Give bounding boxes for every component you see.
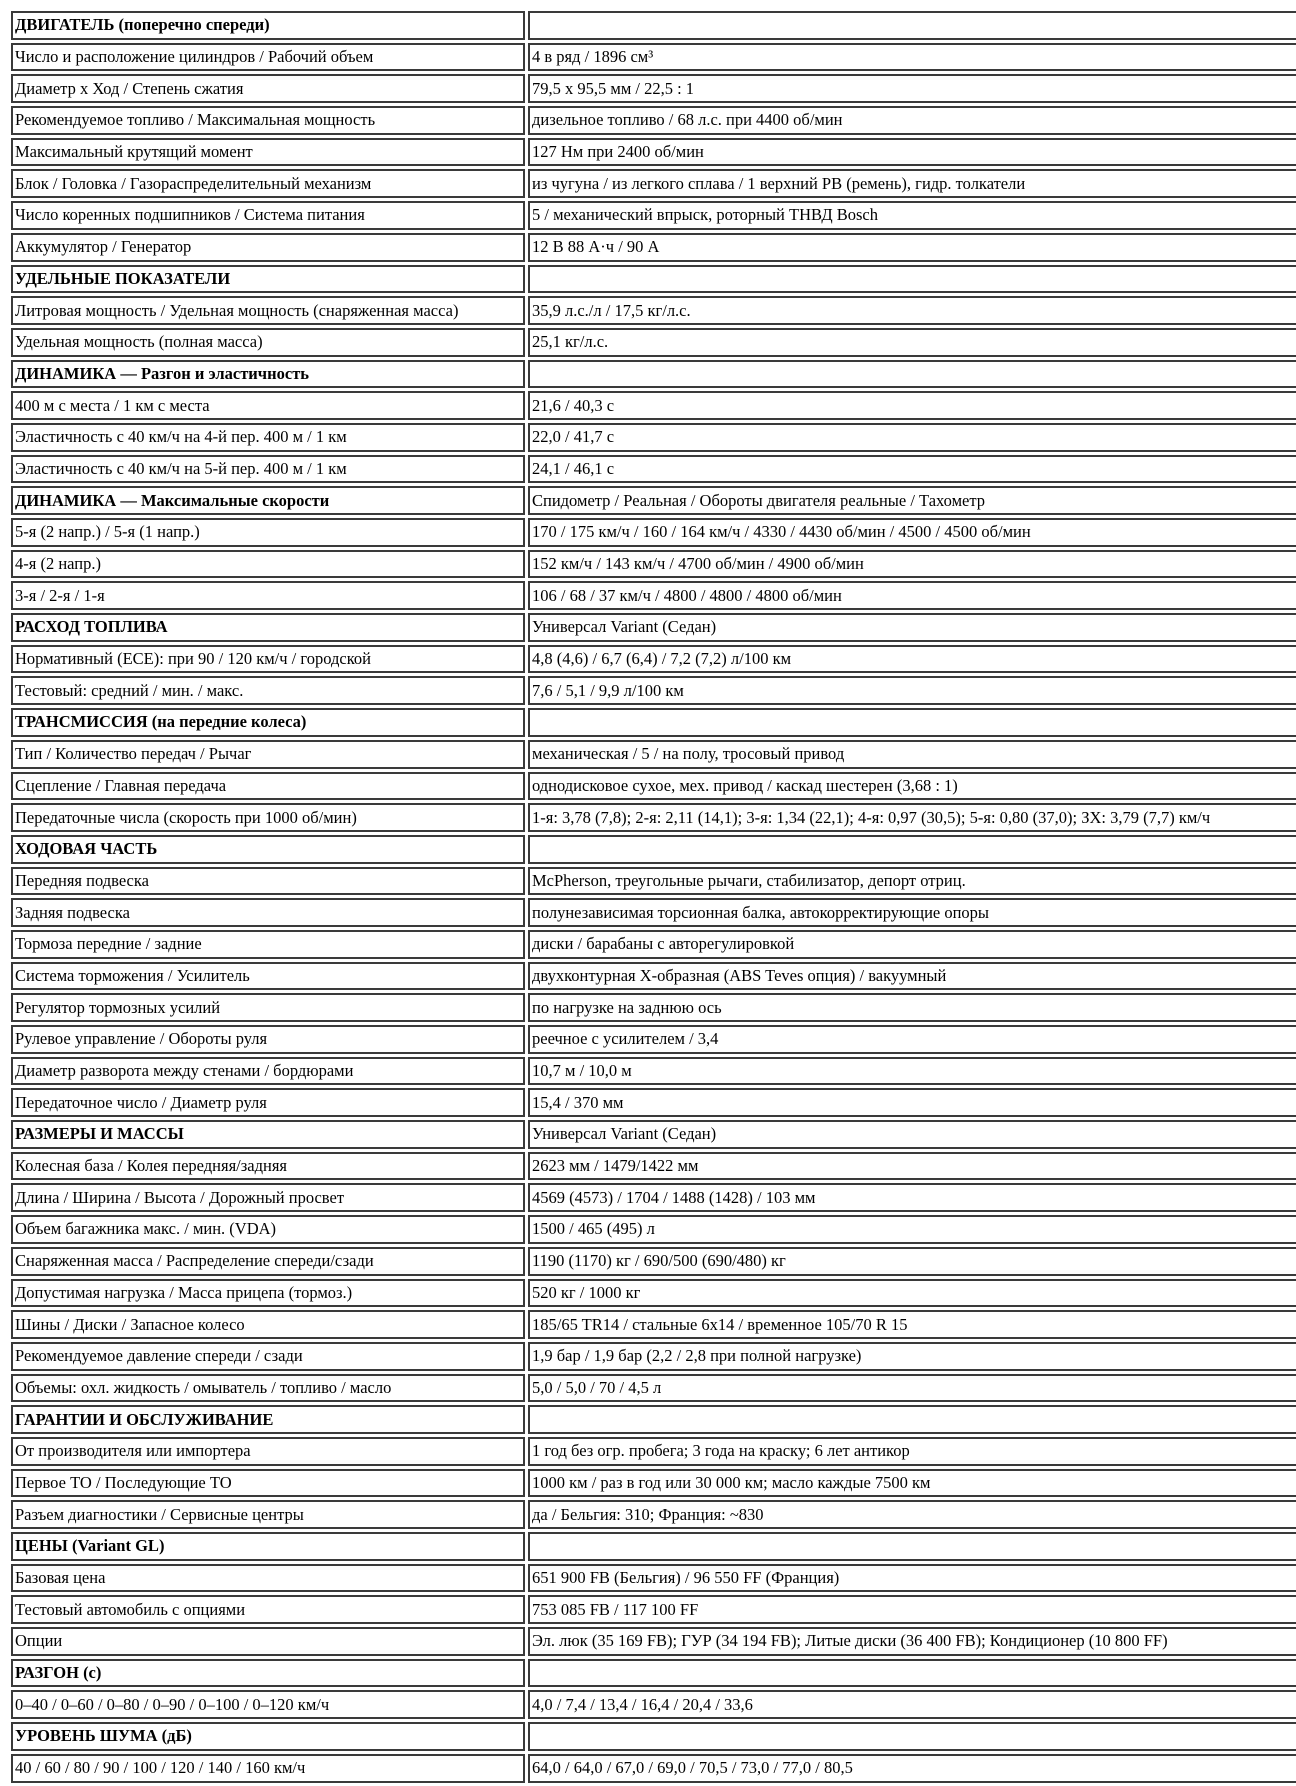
- spec-label: Разъем диагностики / Сервисные центры: [11, 1500, 525, 1529]
- spec-row: [11, 201, 1296, 230]
- spec-label: Литровая мощность / Удельная мощность (снаряженная масса): [11, 296, 525, 325]
- section-header-row: [11, 708, 1296, 737]
- spec-label: 0–40 / 0–60 / 0–80 / 0–90 / 0–100 / 0–120 км/ч: [11, 1690, 525, 1719]
- section-title: РАЗГОН (с): [11, 1659, 525, 1688]
- spec-value: диски / барабаны с авторегулировкой: [528, 930, 1296, 959]
- spec-label: Диаметр х Ход / Степень сжатия: [11, 74, 525, 103]
- spec-value: 1190 (1170) кг / 690/500 (690/480) кг: [528, 1247, 1296, 1276]
- section-header-row: [11, 613, 1296, 642]
- spec-label: Объемы: охл. жидкость / омыватель / топливо / масло: [11, 1374, 525, 1403]
- spec-row: [11, 898, 1296, 927]
- section-header-row: [11, 835, 1296, 864]
- spec-value: 12 В 88 А·ч / 90 А: [528, 233, 1296, 262]
- section-title: ТРАНСМИССИЯ (на передние колеса): [11, 708, 525, 737]
- section-subtitle: [528, 11, 1296, 40]
- spec-value: 1 год без огр. пробега; 3 года на краску; 6 лет антикор: [528, 1437, 1296, 1466]
- spec-label: Опции: [11, 1627, 525, 1656]
- spec-row: [11, 1215, 1296, 1244]
- section-title: УДЕЛЬНЫЕ ПОКАЗАТЕЛИ: [11, 265, 525, 294]
- spec-label: Число коренных подшипников / Система питания: [11, 201, 525, 230]
- spec-value: 1,9 бар / 1,9 бар (2,2 / 2,8 при полной нагрузке): [528, 1342, 1296, 1371]
- spec-row: [11, 645, 1296, 674]
- spec-row: [11, 1754, 1296, 1783]
- section-header-row: [11, 1659, 1296, 1688]
- spec-row: [11, 1595, 1296, 1624]
- section-header-row: [11, 265, 1296, 294]
- spec-value: из чугуна / из легкого сплава / 1 верхний РВ (ремень), гидр. толкатели: [528, 169, 1296, 198]
- spec-value: 1500 / 465 (495) л: [528, 1215, 1296, 1244]
- spec-value: 4569 (4573) / 1704 / 1488 (1428) / 103 мм: [528, 1183, 1296, 1212]
- spec-row: [11, 1469, 1296, 1498]
- spec-row: [11, 962, 1296, 991]
- spec-row: [11, 455, 1296, 484]
- spec-row: [11, 233, 1296, 262]
- spec-label: Рекомендуемое давление спереди / сзади: [11, 1342, 525, 1371]
- spec-label: 3-я / 2-я / 1-я: [11, 581, 525, 610]
- spec-label: Базовая цена: [11, 1564, 525, 1593]
- spec-label: Число и расположение цилиндров / Рабочий объем: [11, 43, 525, 72]
- section-header-row: [11, 1405, 1296, 1434]
- spec-label: 4-я (2 напр.): [11, 550, 525, 579]
- section-subtitle: [528, 1405, 1296, 1434]
- spec-value: по нагрузке на заднюю ось: [528, 993, 1296, 1022]
- spec-row: [11, 803, 1296, 832]
- spec-row: [11, 1437, 1296, 1466]
- spec-label: Первое ТО / Последующие ТО: [11, 1469, 525, 1498]
- spec-row: [11, 1088, 1296, 1117]
- section-title: УРОВЕНЬ ШУМА (дБ): [11, 1722, 525, 1751]
- section-subtitle: Универсал Variant (Седан): [528, 613, 1296, 642]
- spec-label: Эластичность с 40 км/ч на 5-й пер. 400 м / 1 км: [11, 455, 525, 484]
- spec-label: Задняя подвеска: [11, 898, 525, 927]
- spec-value: 4,0 / 7,4 / 13,4 / 16,4 / 20,4 / 33,6: [528, 1690, 1296, 1719]
- spec-label: Эластичность с 40 км/ч на 4-й пер. 400 м / 1 км: [11, 423, 525, 452]
- spec-value: да / Бельгия: 310; Франция: ~830: [528, 1500, 1296, 1529]
- spec-label: Снаряженная масса / Распределение спереди/сзади: [11, 1247, 525, 1276]
- section-header-row: [11, 1722, 1296, 1751]
- spec-row: [11, 1564, 1296, 1593]
- spec-label: Объем багажника макс. / мин. (VDA): [11, 1215, 525, 1244]
- section-title: ДВИГАТЕЛЬ (поперечно спереди): [11, 11, 525, 40]
- spec-row: [11, 740, 1296, 769]
- spec-row: [11, 1152, 1296, 1181]
- spec-row: [11, 518, 1296, 547]
- spec-label: Рулевое управление / Обороты руля: [11, 1025, 525, 1054]
- spec-label: Нормативный (ECE): при 90 / 120 км/ч / городской: [11, 645, 525, 674]
- section-title: ЦЕНЫ (Variant GL): [11, 1532, 525, 1561]
- section-subtitle: [528, 360, 1296, 389]
- spec-value: 152 км/ч / 143 км/ч / 4700 об/мин / 4900 об/мин: [528, 550, 1296, 579]
- spec-label: Аккумулятор / Генератор: [11, 233, 525, 262]
- spec-row: [11, 1342, 1296, 1371]
- spec-value: 21,6 / 40,3 с: [528, 391, 1296, 420]
- spec-label: Передаточное число / Диаметр руля: [11, 1088, 525, 1117]
- spec-value: 4 в ряд / 1896 см³: [528, 43, 1296, 72]
- spec-value: 185/65 TR14 / стальные 6x14 / временное 105/70 R 15: [528, 1310, 1296, 1339]
- section-header-row: [11, 1120, 1296, 1149]
- spec-row: [11, 296, 1296, 325]
- spec-label: 400 м с места / 1 км с места: [11, 391, 525, 420]
- spec-label: Система торможения / Усилитель: [11, 962, 525, 991]
- spec-row: [11, 1690, 1296, 1719]
- section-header-row: [11, 360, 1296, 389]
- spec-label: Регулятор тормозных усилий: [11, 993, 525, 1022]
- spec-row: [11, 772, 1296, 801]
- spec-label: Тестовый: средний / мин. / макс.: [11, 676, 525, 705]
- spec-value: 651 900 FB (Бельгия) / 96 550 FF (Франция): [528, 1564, 1296, 1593]
- spec-value: 4,8 (4,6) / 6,7 (6,4) / 7,2 (7,2) л/100 км: [528, 645, 1296, 674]
- spec-value: 25,1 кг/л.с.: [528, 328, 1296, 357]
- section-title: РАЗМЕРЫ И МАССЫ: [11, 1120, 525, 1149]
- spec-label: Рекомендуемое топливо / Максимальная мощность: [11, 106, 525, 135]
- section-subtitle: [528, 835, 1296, 864]
- spec-label: 40 / 60 / 80 / 90 / 100 / 120 / 140 / 160 км/ч: [11, 1754, 525, 1783]
- spec-label: Колесная база / Колея передняя/задняя: [11, 1152, 525, 1181]
- spec-row: [11, 74, 1296, 103]
- section-subtitle: [528, 708, 1296, 737]
- spec-value: механическая / 5 / на полу, тросовый привод: [528, 740, 1296, 769]
- spec-row: [11, 328, 1296, 357]
- spec-value: реечное с усилителем / 3,4: [528, 1025, 1296, 1054]
- spec-row: [11, 1057, 1296, 1086]
- spec-row: [11, 930, 1296, 959]
- spec-row: [11, 43, 1296, 72]
- spec-value: 22,0 / 41,7 с: [528, 423, 1296, 452]
- spec-value: 5 / механический впрыск, роторный ТНВД Bosch: [528, 201, 1296, 230]
- spec-value: 1000 км / раз в год или 30 000 км; масло каждые 7500 км: [528, 1469, 1296, 1498]
- spec-row: [11, 550, 1296, 579]
- spec-row: [11, 993, 1296, 1022]
- spec-value: 35,9 л.с./л / 17,5 кг/л.с.: [528, 296, 1296, 325]
- spec-label: Тестовый автомобиль с опциями: [11, 1595, 525, 1624]
- section-subtitle: Спидометр / Реальная / Обороты двигателя реальные / Тахометр: [528, 486, 1296, 515]
- spec-value: Эл. люк (35 169 FB); ГУР (34 194 FB); Литые диски (36 400 FB); Кондиционер (10 800 FF): [528, 1627, 1296, 1656]
- spec-row: [11, 423, 1296, 452]
- spec-row: [11, 1310, 1296, 1339]
- section-header-row: [11, 11, 1296, 40]
- spec-label: Удельная мощность (полная масса): [11, 328, 525, 357]
- spec-row: [11, 138, 1296, 167]
- section-title: ГАРАНТИИ И ОБСЛУЖИВАНИЕ: [11, 1405, 525, 1434]
- spec-value: двухконтурная X-образная (ABS Teves опция) / вакуумный: [528, 962, 1296, 991]
- spec-label: Максимальный крутящий момент: [11, 138, 525, 167]
- section-subtitle: [528, 1722, 1296, 1751]
- spec-label: Передаточные числа (скорость при 1000 об/мин): [11, 803, 525, 832]
- spec-row: [11, 106, 1296, 135]
- spec-row: [11, 391, 1296, 420]
- spec-value: дизельное топливо / 68 л.с. при 4400 об/мин: [528, 106, 1296, 135]
- section-title: ДИНАМИКА — Максимальные скорости: [11, 486, 525, 515]
- spec-row: [11, 1627, 1296, 1656]
- spec-label: 5-я (2 напр.) / 5-я (1 напр.): [11, 518, 525, 547]
- section-header-row: [11, 486, 1296, 515]
- spec-value: McPherson, треугольные рычаги, стабилизатор, депорт отриц.: [528, 867, 1296, 896]
- spec-value: 64,0 / 64,0 / 67,0 / 69,0 / 70,5 / 73,0 / 77,0 / 80,5: [528, 1754, 1296, 1783]
- spec-row: [11, 169, 1296, 198]
- spec-value: 7,6 / 5,1 / 9,9 л/100 км: [528, 676, 1296, 705]
- spec-value: 10,7 м / 10,0 м: [528, 1057, 1296, 1086]
- spec-row: [11, 1247, 1296, 1276]
- spec-label: Сцепление / Главная передача: [11, 772, 525, 801]
- spec-label: От производителя или импортера: [11, 1437, 525, 1466]
- spec-value: 24,1 / 46,1 с: [528, 455, 1296, 484]
- spec-label: Тип / Количество передач / Рычаг: [11, 740, 525, 769]
- spec-value: 753 085 FB / 117 100 FF: [528, 1595, 1296, 1624]
- spec-row: [11, 581, 1296, 610]
- section-title: ХОДОВАЯ ЧАСТЬ: [11, 835, 525, 864]
- spec-value: 2623 мм / 1479/1422 мм: [528, 1152, 1296, 1181]
- spec-row: [11, 1183, 1296, 1212]
- spec-row: [11, 1025, 1296, 1054]
- spec-value: 127 Нм при 2400 об/мин: [528, 138, 1296, 167]
- section-subtitle: [528, 265, 1296, 294]
- spec-label: Диаметр разворота между стенами / бордюрами: [11, 1057, 525, 1086]
- spec-label: Шины / Диски / Запасное колесо: [11, 1310, 525, 1339]
- spec-label: Блок / Головка / Газораспределительный механизм: [11, 169, 525, 198]
- spec-value: 170 / 175 км/ч / 160 / 164 км/ч / 4330 / 4430 об/мин / 4500 / 4500 об/мин: [528, 518, 1296, 547]
- spec-value: 79,5 х 95,5 мм / 22,5 : 1: [528, 74, 1296, 103]
- spec-value: 106 / 68 / 37 км/ч / 4800 / 4800 / 4800 об/мин: [528, 581, 1296, 610]
- spec-table: [8, 8, 1296, 1786]
- spec-row: [11, 676, 1296, 705]
- spec-label: Длина / Ширина / Высота / Дорожный просвет: [11, 1183, 525, 1212]
- section-header-row: [11, 1532, 1296, 1561]
- spec-row: [11, 867, 1296, 896]
- section-title: ДИНАМИКА — Разгон и эластичность: [11, 360, 525, 389]
- spec-value: 5,0 / 5,0 / 70 / 4,5 л: [528, 1374, 1296, 1403]
- section-subtitle: [528, 1532, 1296, 1561]
- spec-value: 15,4 / 370 мм: [528, 1088, 1296, 1117]
- spec-label: Тормоза передние / задние: [11, 930, 525, 959]
- spec-value: 1-я: 3,78 (7,8); 2-я: 2,11 (14,1); 3-я: 1,34 (22,1); 4-я: 0,97 (30,5); 5-я: 0,80 (37,0); ЗХ: 3,79 (7,7) км/ч: [528, 803, 1296, 832]
- spec-value: 520 кг / 1000 кг: [528, 1279, 1296, 1308]
- spec-label: Допустимая нагрузка / Масса прицепа (тормоз.): [11, 1279, 525, 1308]
- spec-row: [11, 1500, 1296, 1529]
- spec-row: [11, 1374, 1296, 1403]
- spec-label: Передняя подвеска: [11, 867, 525, 896]
- spec-row: [11, 1279, 1296, 1308]
- section-subtitle: [528, 1659, 1296, 1688]
- section-subtitle: Универсал Variant (Седан): [528, 1120, 1296, 1149]
- spec-table-body: [11, 11, 1296, 1783]
- spec-value: однодисковое сухое, мех. привод / каскад шестерен (3,68 : 1): [528, 772, 1296, 801]
- spec-value: полунезависимая торсионная балка, автокорректирующие опоры: [528, 898, 1296, 927]
- section-title: РАСХОД ТОПЛИВА: [11, 613, 525, 642]
